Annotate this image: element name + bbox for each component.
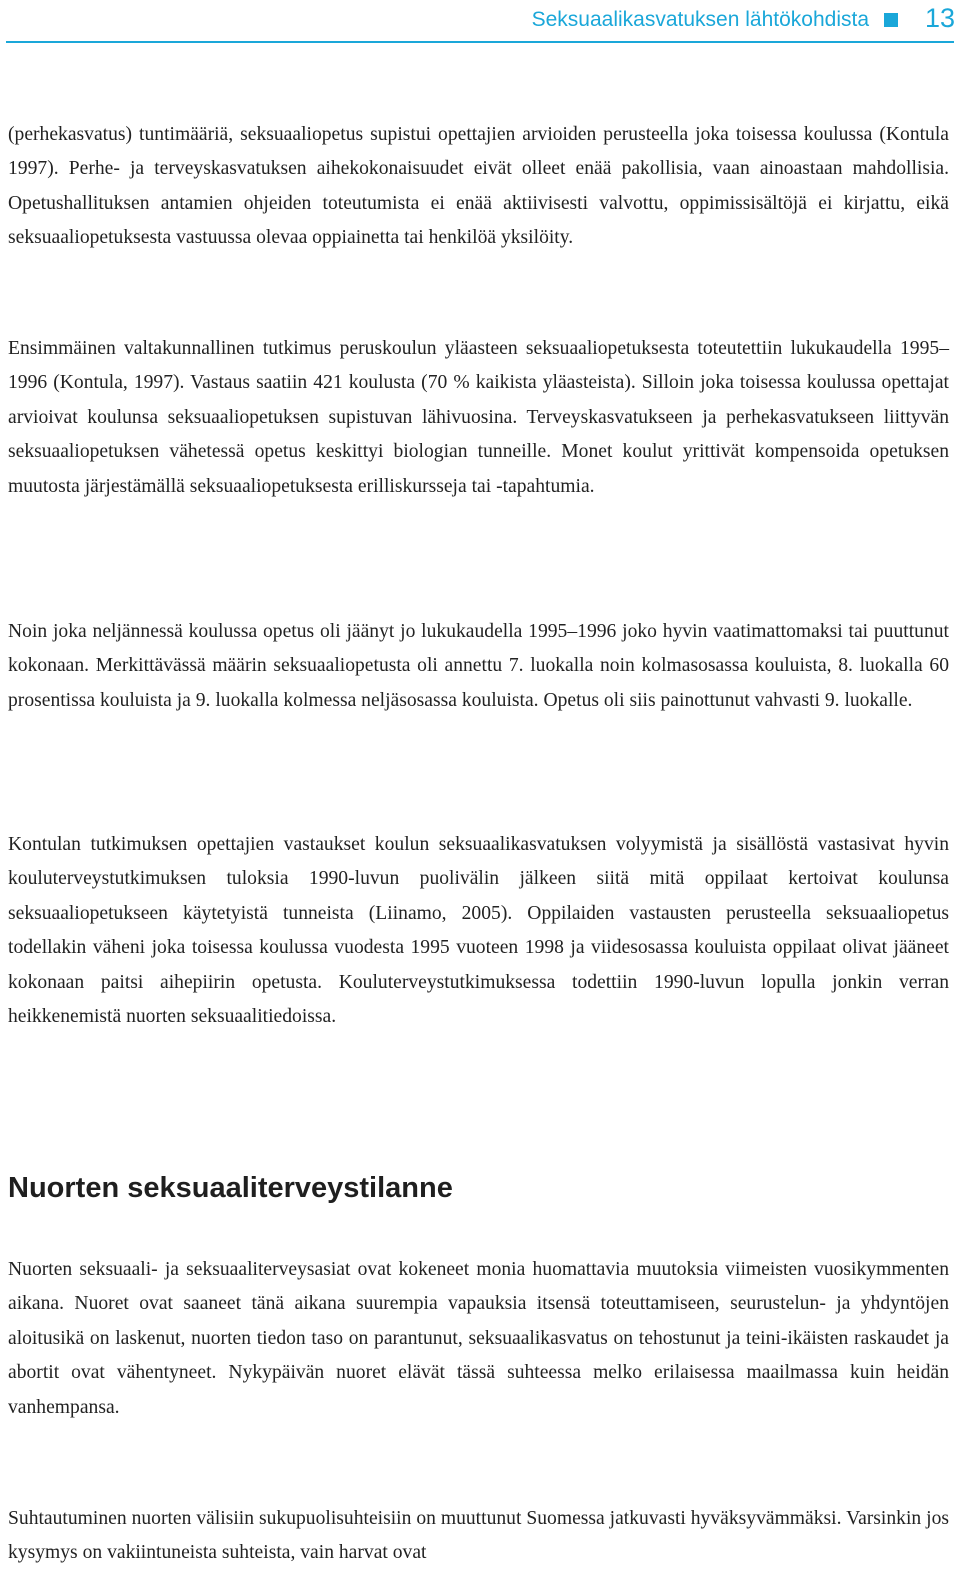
header-rule bbox=[6, 41, 954, 43]
running-title: Seksuaalikasvatuksen lähtökohdista bbox=[531, 8, 869, 31]
paragraph: Ensimmäinen valtakunnallinen tutkimus peruskoulun yläasteen seksuaaliopetuksesta toteutettiin lukukaudella 1995–1996 (Kontula, 1997). Vastaus saatiin 421 koulusta (70 % kaikista yläasteista). Silloin joka toisessa koulussa opettajat arvioivat koulunsa seksuaaliopetuksen supistuvan lähivuosina. Terveyskasvatukseen ja perhekasvatukseen liittyvän seksuaaliopetuksen vähetessä opetus keskittyi biologian tunneille. Monet koulut yrittivät kompensoida opetuksen muutosta järjestämällä seksuaaliopetuksesta erilliskursseja tai -tapahtumia. bbox=[8, 338, 949, 497]
paragraph: Nuorten seksuaali- ja seksuaaliterveysasiat ovat kokeneet monia huomattavia muutoksia viimeisten vuosikymmenten aikana. Nuoret ovat saaneet tänä aikana suurempia vapauksia itsensä toteuttamiseen, seurustelun- ja yhdyntöjen aloitusikä on laskenut, nuorten tiedon taso on parantunut, seksuaalikasvatus on tehostunut ja teini-ikäisten raskaudet ja abortit ovat vähentyneet. Nykypäivän nuoret elävät tässä suhteessa melko erilaisessa maailmassa kuin heidän vanhempansa. bbox=[8, 1259, 949, 1418]
paragraph: Kontulan tutkimuksen opettajien vastaukset koulun seksuaalikasvatuksen volyymistä ja sisällöstä vastasivat hyvin kouluterveystutkimuksen tuloksia 1990-luvun puolivälin jälkeen siitä mitä oppilaat kertoivat koulunsa seksuaaliopetukseen käytetyistä tunneista (Liinamo, 2005). Oppilaiden vastausten perusteella seksuaaliopetus todellakin väheni joka toisessa koulussa vuodesta 1995 vuoteen 1998 ja viidesosassa kouluista oppilaat olivat jääneet kokonaan paitsi aihepiirin opetusta. Kouluterveystutkimuksessa todettiin 1990-luvun lopulla jonkin verran heikkenemistä nuorten seksuaalitiedoissa. bbox=[8, 834, 949, 1028]
running-header bbox=[0, 0, 960, 44]
square-bullet-icon bbox=[884, 13, 898, 27]
page-number: 13 bbox=[924, 3, 955, 33]
paragraph: (perhekasvatus) tuntimääriä, seksuaaliopetus supistui opettajien arvioiden perusteella joka toisessa koulussa (Kontula 1997). Perhe- ja terveyskasvatuksen aihekokonaisuudet eivät olleet enää pakollisia, vaan ainoastaan mahdollisia. Opetushallituksen antamien ohjeiden toteutumista ei enää aktiivisesti valvottu, oppimissisältöjä ei kirjattu, eikä seksuaaliopetuksesta vastuussa olevaa oppiainetta tai henkilöä yksilöity. bbox=[8, 124, 949, 249]
paragraph: Noin joka neljännessä koulussa opetus oli jäänyt jo lukukaudella 1995–1996 joko hyvin vaatimattomaksi tai puuttunut kokonaan. Merkittävässä määrin seksuaaliopetusta oli annettu 7. luokalla noin kolmasosassa kouluista, 8. luokalla 60 prosentissa kouluista ja 9. luokalla kolmessa neljäsosassa kouluista. Opetus oli siis painottunut vahvasti 9. luokalle. bbox=[8, 621, 949, 711]
section-heading: Nuorten seksuaaliterveystilanne bbox=[8, 1172, 453, 1204]
paragraph: Suhtautuminen nuorten välisiin sukupuolisuhteisiin on muuttunut Suomessa jatkuvasti hyväksyvämmäksi. Varsinkin jos kysymys on vakiintuneista suhteista, vain harvat ovat bbox=[8, 1508, 949, 1564]
